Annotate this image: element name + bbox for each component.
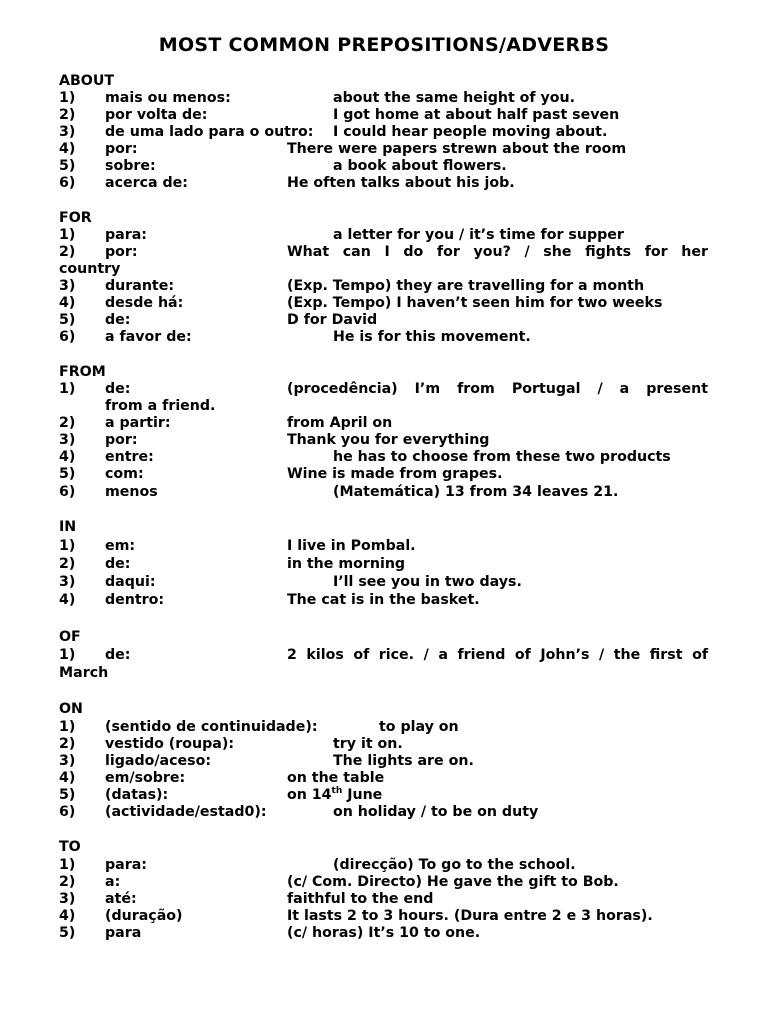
portuguese-term: (actividade/estad0): <box>105 804 267 820</box>
english-example: faithful to the end <box>287 891 434 907</box>
section-heading-for: FOR <box>59 210 92 226</box>
english-example: Thank you for everything <box>287 432 490 448</box>
portuguese-term: por: <box>105 244 138 260</box>
portuguese-term: de: <box>105 556 131 572</box>
item-number: 6) <box>59 329 76 345</box>
item-number: 1) <box>59 719 76 735</box>
english-example: (Exp. Tempo) they are travelling for a month <box>287 278 645 294</box>
portuguese-term: menos <box>105 484 158 500</box>
portuguese-term: dentro: <box>105 592 165 608</box>
english-example: The cat is in the basket. <box>287 592 480 608</box>
english-example: He often talks about his job. <box>287 175 515 191</box>
portuguese-term: com: <box>105 466 144 482</box>
english-example: D for David <box>287 312 378 328</box>
portuguese-term: vestido (roupa): <box>105 736 235 752</box>
item-number: 3) <box>59 574 76 590</box>
portuguese-term: (duração) <box>105 908 183 924</box>
english-example: It lasts 2 to 3 hours. (Dura entre 2 e 3 horas). <box>287 908 653 924</box>
english-example-continuation: March <box>59 665 109 681</box>
item-number: 1) <box>59 857 76 873</box>
portuguese-term: em/sobre: <box>105 770 186 786</box>
english-example: about the same height of you. <box>333 90 576 106</box>
section-heading-of: OF <box>59 629 81 645</box>
english-example: Wine is made from grapes. <box>287 466 503 482</box>
portuguese-term: de uma lado para o outro: <box>105 124 314 140</box>
english-example: (procedência) I’m from Portugal / a present <box>287 381 708 397</box>
page-title: MOST COMMON PREPOSITIONS/ADVERBS <box>158 34 610 56</box>
english-example: a letter for you / it’s time for supper <box>333 227 624 243</box>
portuguese-term: ligado/aceso: <box>105 753 212 769</box>
english-example: I could hear people moving about. <box>333 124 608 140</box>
portuguese-term: até: <box>105 891 137 907</box>
english-example: (Exp. Tempo) I haven’t seen him for two weeks <box>287 295 663 311</box>
portuguese-term: em: <box>105 538 136 554</box>
portuguese-term: acerca de: <box>105 175 188 191</box>
portuguese-term: de: <box>105 312 131 328</box>
item-number: 1) <box>59 538 76 554</box>
item-number: 1) <box>59 381 76 397</box>
item-number: 2) <box>59 556 76 572</box>
item-number: 4) <box>59 908 76 924</box>
portuguese-term: durante: <box>105 278 175 294</box>
english-example: try it on. <box>333 736 403 752</box>
english-example: (Matemática) 13 from 34 leaves 21. <box>333 484 619 500</box>
section-heading-to: TO <box>59 839 81 855</box>
portuguese-term: por: <box>105 141 138 157</box>
portuguese-term: para <box>105 925 142 941</box>
item-number: 4) <box>59 592 76 608</box>
ordinal-suffix: th <box>331 786 343 796</box>
english-example <box>287 787 382 804</box>
english-example: I got home at about half past seven <box>333 107 620 123</box>
item-number: 1) <box>59 90 76 106</box>
section-heading-in: IN <box>59 519 77 535</box>
section-heading-on: ON <box>59 701 83 717</box>
item-number: 5) <box>59 787 76 803</box>
english-example: (c/ horas) It’s 10 to one. <box>287 925 481 941</box>
item-number: 2) <box>59 874 76 890</box>
item-number: 2) <box>59 244 76 260</box>
item-number: 6) <box>59 804 76 820</box>
item-number: 3) <box>59 124 76 140</box>
english-example: a book about flowers. <box>333 158 507 174</box>
section-heading-about: ABOUT <box>59 73 115 89</box>
english-example: He is for this movement. <box>333 329 531 345</box>
item-number: 3) <box>59 891 76 907</box>
section-heading-from: FROM <box>59 364 106 380</box>
portuguese-term: desde há: <box>105 295 184 311</box>
item-number: 3) <box>59 753 76 769</box>
portuguese-term: sobre: <box>105 158 156 174</box>
portuguese-term: por volta de: <box>105 107 208 123</box>
english-example: I’ll see you in two days. <box>333 574 522 590</box>
item-number: 2) <box>59 415 76 431</box>
portuguese-term: mais ou menos: <box>105 90 231 106</box>
item-number: 3) <box>59 278 76 294</box>
item-number: 4) <box>59 295 76 311</box>
date-text: on 14 <box>287 787 332 803</box>
portuguese-term: de: <box>105 381 131 397</box>
item-number: 5) <box>59 312 76 328</box>
item-number: 2) <box>59 736 76 752</box>
portuguese-term: para: <box>105 227 147 243</box>
portuguese-term: (datas): <box>105 787 169 803</box>
month-text: June <box>342 787 383 803</box>
portuguese-term: por: <box>105 432 138 448</box>
portuguese-term: entre: <box>105 449 154 465</box>
english-example: on holiday / to be on duty <box>333 804 539 820</box>
item-number: 3) <box>59 432 76 448</box>
english-example: to play on <box>379 719 459 735</box>
english-example-continuation: from a friend. <box>105 398 216 414</box>
item-number: 5) <box>59 925 76 941</box>
english-example: in the morning <box>287 556 406 572</box>
item-number: 4) <box>59 770 76 786</box>
portuguese-term: daqui: <box>105 574 156 590</box>
item-number: 4) <box>59 449 76 465</box>
portuguese-term: para: <box>105 857 147 873</box>
english-example: What can I do for you? / she fights for her <box>287 244 708 260</box>
item-number: 5) <box>59 158 76 174</box>
english-example: The lights are on. <box>333 753 474 769</box>
item-number: 5) <box>59 466 76 482</box>
item-number: 4) <box>59 141 76 157</box>
item-number: 6) <box>59 484 76 500</box>
portuguese-term: (sentido de continuidade): <box>105 719 318 735</box>
portuguese-term: de: <box>105 647 131 663</box>
item-number: 2) <box>59 107 76 123</box>
english-example: from April on <box>287 415 393 431</box>
item-number: 1) <box>59 227 76 243</box>
english-example: on the table <box>287 770 385 786</box>
english-example: 2 kilos of rice. / a friend of John’s / the first of <box>287 647 708 663</box>
english-example: (c/ Com. Directo) He gave the gift to Bob. <box>287 874 619 890</box>
portuguese-term: a favor de: <box>105 329 192 345</box>
english-example: (direcção) To go to the school. <box>333 857 576 873</box>
item-number: 6) <box>59 175 76 191</box>
portuguese-term: a partir: <box>105 415 171 431</box>
english-example: I live in Pombal. <box>287 538 416 554</box>
english-example-continuation: country <box>59 261 121 277</box>
english-example: he has to choose from these two products <box>333 449 671 465</box>
item-number: 1) <box>59 647 76 663</box>
english-example: There were papers strewn about the room <box>287 141 627 157</box>
portuguese-term: a: <box>105 874 121 890</box>
